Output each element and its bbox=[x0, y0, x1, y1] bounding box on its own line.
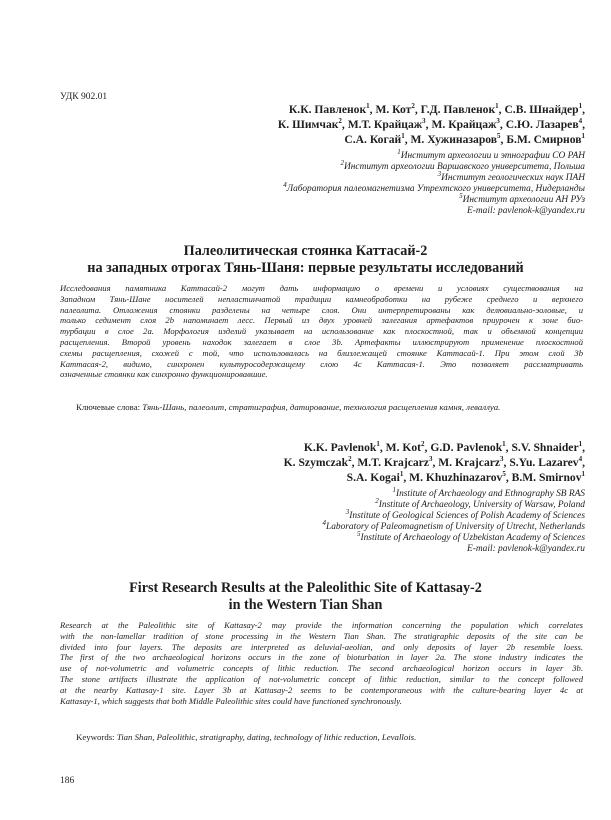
abstract-en bbox=[60, 620, 583, 706]
keywords-value: Тянь-Шань, палеолит, стратиграфия, датирование, технология расщепления камня, леваллуа. bbox=[142, 402, 501, 412]
abstract-line: Исследования памятника Каттасай-2 могут дать информацию о времени и условиях существования на bbox=[60, 283, 583, 293]
author-name: , S.Yu. Lazarev bbox=[503, 456, 579, 469]
affiliation-marker: 2 bbox=[338, 117, 342, 126]
abstract-line: означенные стоянки как синхронно функционировавшие. bbox=[60, 369, 268, 380]
affiliation-text: Институт археологии АН РУз bbox=[462, 195, 585, 205]
affiliation-number: 1 bbox=[392, 485, 396, 494]
author-name: , С.Ю. Лазарев bbox=[499, 118, 579, 131]
affiliation-marker: 1 bbox=[578, 102, 583, 111]
author-line bbox=[284, 455, 585, 470]
author-name: , M. Khuzhinazarov bbox=[403, 471, 503, 484]
author-line bbox=[278, 117, 585, 132]
affiliation-marker: 1 bbox=[495, 102, 499, 111]
author-name: , М. Кот bbox=[369, 103, 412, 116]
author-name: K.K. Pavlenok bbox=[303, 441, 377, 454]
affiliation-line bbox=[283, 147, 585, 162]
keywords-ru bbox=[76, 402, 500, 412]
affiliation-text: Institute of Archaeology and Ethnography SB RAS bbox=[395, 489, 585, 499]
page-number: 186 bbox=[60, 776, 75, 786]
author-name: , М. Хужиназаров bbox=[404, 133, 498, 146]
affiliation-marker: 2 bbox=[421, 440, 425, 449]
abstract-line: Каттасая-2, видимо, синхронен культуросодержащему слою 4с Каттасая-1. Это позволяет рассматривать bbox=[60, 358, 583, 369]
author-line bbox=[284, 440, 585, 455]
author-name: S.A. Kogai bbox=[346, 471, 400, 484]
affiliation-text: Институт геологических наук ПАН bbox=[441, 173, 585, 183]
affiliation-number: 1 bbox=[397, 147, 401, 156]
affiliation-number: 5 bbox=[459, 191, 463, 200]
keywords-label: Ключевые слова: bbox=[76, 402, 143, 412]
author-name: , Г.Д. Павленок bbox=[414, 103, 496, 116]
affiliation-number: 5 bbox=[356, 529, 361, 538]
author-name: , M. Krajcarz bbox=[432, 456, 501, 469]
affiliation-marker: 5 bbox=[497, 132, 501, 141]
affiliation-line bbox=[322, 485, 585, 500]
author-name: К. Шимчак bbox=[277, 118, 339, 131]
abstract-line: at the nearby Kattasay-1 site. Layer 3b at Kattasay-2 seems to be contemporaneous with the culture-bearing layer 4c at bbox=[60, 684, 583, 695]
affiliation-marker: 2 bbox=[411, 102, 415, 111]
affiliation-number: 4 bbox=[322, 518, 326, 527]
title-ru-line: Палеолитическая стоянка Каттасай-2 bbox=[183, 243, 428, 259]
abstract-line: расщепления. Второй уровень находок залегает в слое 3b. Артефакты иллюстрируют применение плоскостной bbox=[60, 336, 583, 347]
title-ru-line: на западных отрогах Тянь-Шаня: первые результаты исследований bbox=[87, 260, 524, 276]
abstract-line: The first of the two archaeological horizons occurs in the zone of bioturbation in layer 2a. The stone industry indicates the bbox=[60, 652, 583, 663]
affiliation-number: 3 bbox=[345, 507, 350, 516]
author-line bbox=[284, 470, 585, 485]
affiliation-marker: 3 bbox=[422, 117, 426, 126]
affiliation-text: E-mail: pavlenok-k@yandex.ru bbox=[467, 544, 585, 554]
title-en-line: First Research Results at the Paleolithic Site of Kattasay-2 bbox=[129, 580, 482, 596]
author-name: , М. Крайцаж bbox=[425, 118, 497, 131]
affiliations-ru bbox=[283, 147, 585, 217]
author-name: , bbox=[582, 103, 585, 116]
abstract-line: use of not-volumetric and volumetric concepts of lithic reduction. The second archaeological horizon occurs in layer 3b. bbox=[60, 663, 583, 674]
abstract-line: только седимент слоя 2b напоминает лесс. Первый из двух уровней залегания артефактов приурочен к зоне био- bbox=[60, 315, 583, 326]
title-en bbox=[40, 580, 571, 614]
affiliation-line bbox=[322, 496, 585, 511]
author-name: К.К. Павленок bbox=[288, 103, 367, 116]
affiliation-text: Лаборатория палеомагнетизма Утрехтского университета, Нидерланды bbox=[286, 184, 585, 194]
affiliation-marker: 3 bbox=[428, 455, 433, 464]
author-name: , С.В. Шнайдер bbox=[498, 103, 579, 116]
affiliation-line bbox=[283, 158, 585, 173]
affiliation-text: E-mail: pavlenok-k@yandex.ru bbox=[467, 206, 585, 216]
keywords-label: Keywords: bbox=[76, 732, 117, 742]
affiliation-marker: 1 bbox=[376, 440, 380, 449]
affiliation-line bbox=[283, 191, 585, 206]
affiliation-marker: 4 bbox=[578, 117, 583, 126]
author-name: , bbox=[582, 118, 585, 131]
affiliation-text: Institute of Archaeology, University of Warsaw, Poland bbox=[378, 500, 585, 510]
affiliation-line bbox=[283, 206, 585, 217]
affiliation-line bbox=[283, 180, 585, 195]
title-ru bbox=[40, 243, 571, 277]
keywords-value: Tian Shan, Paleolithic, stratigraphy, dating, technology of lithic reduction, Levallois. bbox=[116, 732, 417, 742]
affiliations-en bbox=[322, 485, 585, 555]
affiliation-marker: 1 bbox=[401, 132, 405, 141]
affiliation-line bbox=[322, 529, 585, 544]
author-name: , B.M. Smirnov bbox=[505, 471, 582, 484]
affiliation-text: Laboratory of Paleomagnetism of University of Utrecht, Netherlands bbox=[325, 522, 585, 532]
affiliation-line bbox=[322, 518, 585, 533]
affiliation-marker: 1 bbox=[502, 440, 506, 449]
affiliation-marker: 1 bbox=[581, 132, 585, 141]
affiliation-text: Институт археологии Варшавского университета, Польша bbox=[343, 162, 585, 172]
affiliation-number: 4 bbox=[283, 180, 287, 189]
author-name: , М.Т. Крайцаж bbox=[341, 118, 423, 131]
abstract-ru bbox=[60, 283, 583, 380]
abstract-line: схемы расщепления, схожей с той, что использовалась на близлежащей стоянке Каттасай-1. При этом слой 3b bbox=[60, 347, 583, 358]
affiliation-text: Институт археологии и этнографии СО РАН bbox=[400, 151, 585, 161]
author-name: K. Szymczak bbox=[283, 456, 349, 469]
affiliation-text: Institute of Geological Sciences of Polish Academy of Sciences bbox=[349, 511, 585, 521]
affiliation-marker: 1 bbox=[581, 470, 585, 479]
authors-en bbox=[284, 440, 585, 485]
affiliation-line bbox=[322, 544, 585, 555]
abstract-line: Kattasay-1, which suggests that both Middle Paleolithic sites could have functioned synchronously. bbox=[60, 695, 402, 706]
author-name: , Б.М. Смирнов bbox=[500, 133, 582, 146]
author-name: , S.V. Shnaider bbox=[505, 441, 579, 454]
affiliation-marker: 1 bbox=[578, 440, 583, 449]
authors-ru bbox=[278, 102, 585, 147]
abstract-line: Западном Тянь-Шане носителей непластинчатой традиции камнеобработки на рубеже среднего и верхнего bbox=[60, 293, 583, 304]
affiliation-marker: 3 bbox=[496, 117, 500, 126]
abstract-line: divided into four layers. The deposits are interpreted as deluvial-aeolian, and only deposits of layer 2b resemble loess. bbox=[60, 641, 583, 652]
affiliation-line bbox=[322, 507, 585, 522]
title-en-line: in the Western Tian Shan bbox=[228, 597, 383, 613]
abstract-line: with the non-lamellar tradition of stone processing in the Western Tian Shan. The stratigraphic deposits of the site can be bbox=[60, 630, 583, 641]
affiliation-number: 3 bbox=[437, 169, 442, 178]
affiliation-number: 2 bbox=[340, 158, 344, 167]
keywords-en bbox=[76, 732, 416, 742]
abstract-line: Research at the Paleolithic site of Kattasay-2 may provide the information concerning the population which correlates bbox=[60, 620, 583, 630]
author-name: , bbox=[582, 441, 585, 454]
affiliation-marker: 1 bbox=[366, 102, 370, 111]
affiliation-marker: 3 bbox=[500, 455, 504, 464]
affiliation-marker: 4 bbox=[578, 455, 583, 464]
author-name: , bbox=[582, 456, 585, 469]
author-line bbox=[278, 102, 585, 117]
affiliation-line bbox=[283, 169, 585, 184]
abstract-line: палеолита. Отложения стоянки разделены на четыре слоя. Они интерпретированы как делювиально-эоловые, и bbox=[60, 304, 583, 315]
abstract-line: турбации в слое 2a. Морфология изделий указывает на использование как плоскостной, так и объемной концепции bbox=[60, 326, 583, 337]
affiliation-marker: 2 bbox=[348, 455, 352, 464]
author-name: , G.D. Pavlenok bbox=[424, 441, 503, 454]
affiliation-number: 2 bbox=[375, 496, 379, 505]
author-name: С.А. Когай bbox=[344, 133, 402, 146]
udk-code: УДК 902.01 bbox=[60, 92, 108, 102]
abstract-line: The stone artifacts illustrate the application of not-volumetric concept of lithic reduction, similar to the concept followed bbox=[60, 673, 583, 684]
author-name: , M. Kot bbox=[379, 441, 422, 454]
affiliation-text: Institute of Archaeology of Uzbekistan Academy of Sciences bbox=[360, 533, 585, 543]
affiliation-marker: 1 bbox=[399, 470, 404, 479]
author-name: , M.T. Krajcarz bbox=[351, 456, 429, 469]
affiliation-marker: 5 bbox=[502, 470, 506, 479]
author-line bbox=[278, 132, 585, 147]
